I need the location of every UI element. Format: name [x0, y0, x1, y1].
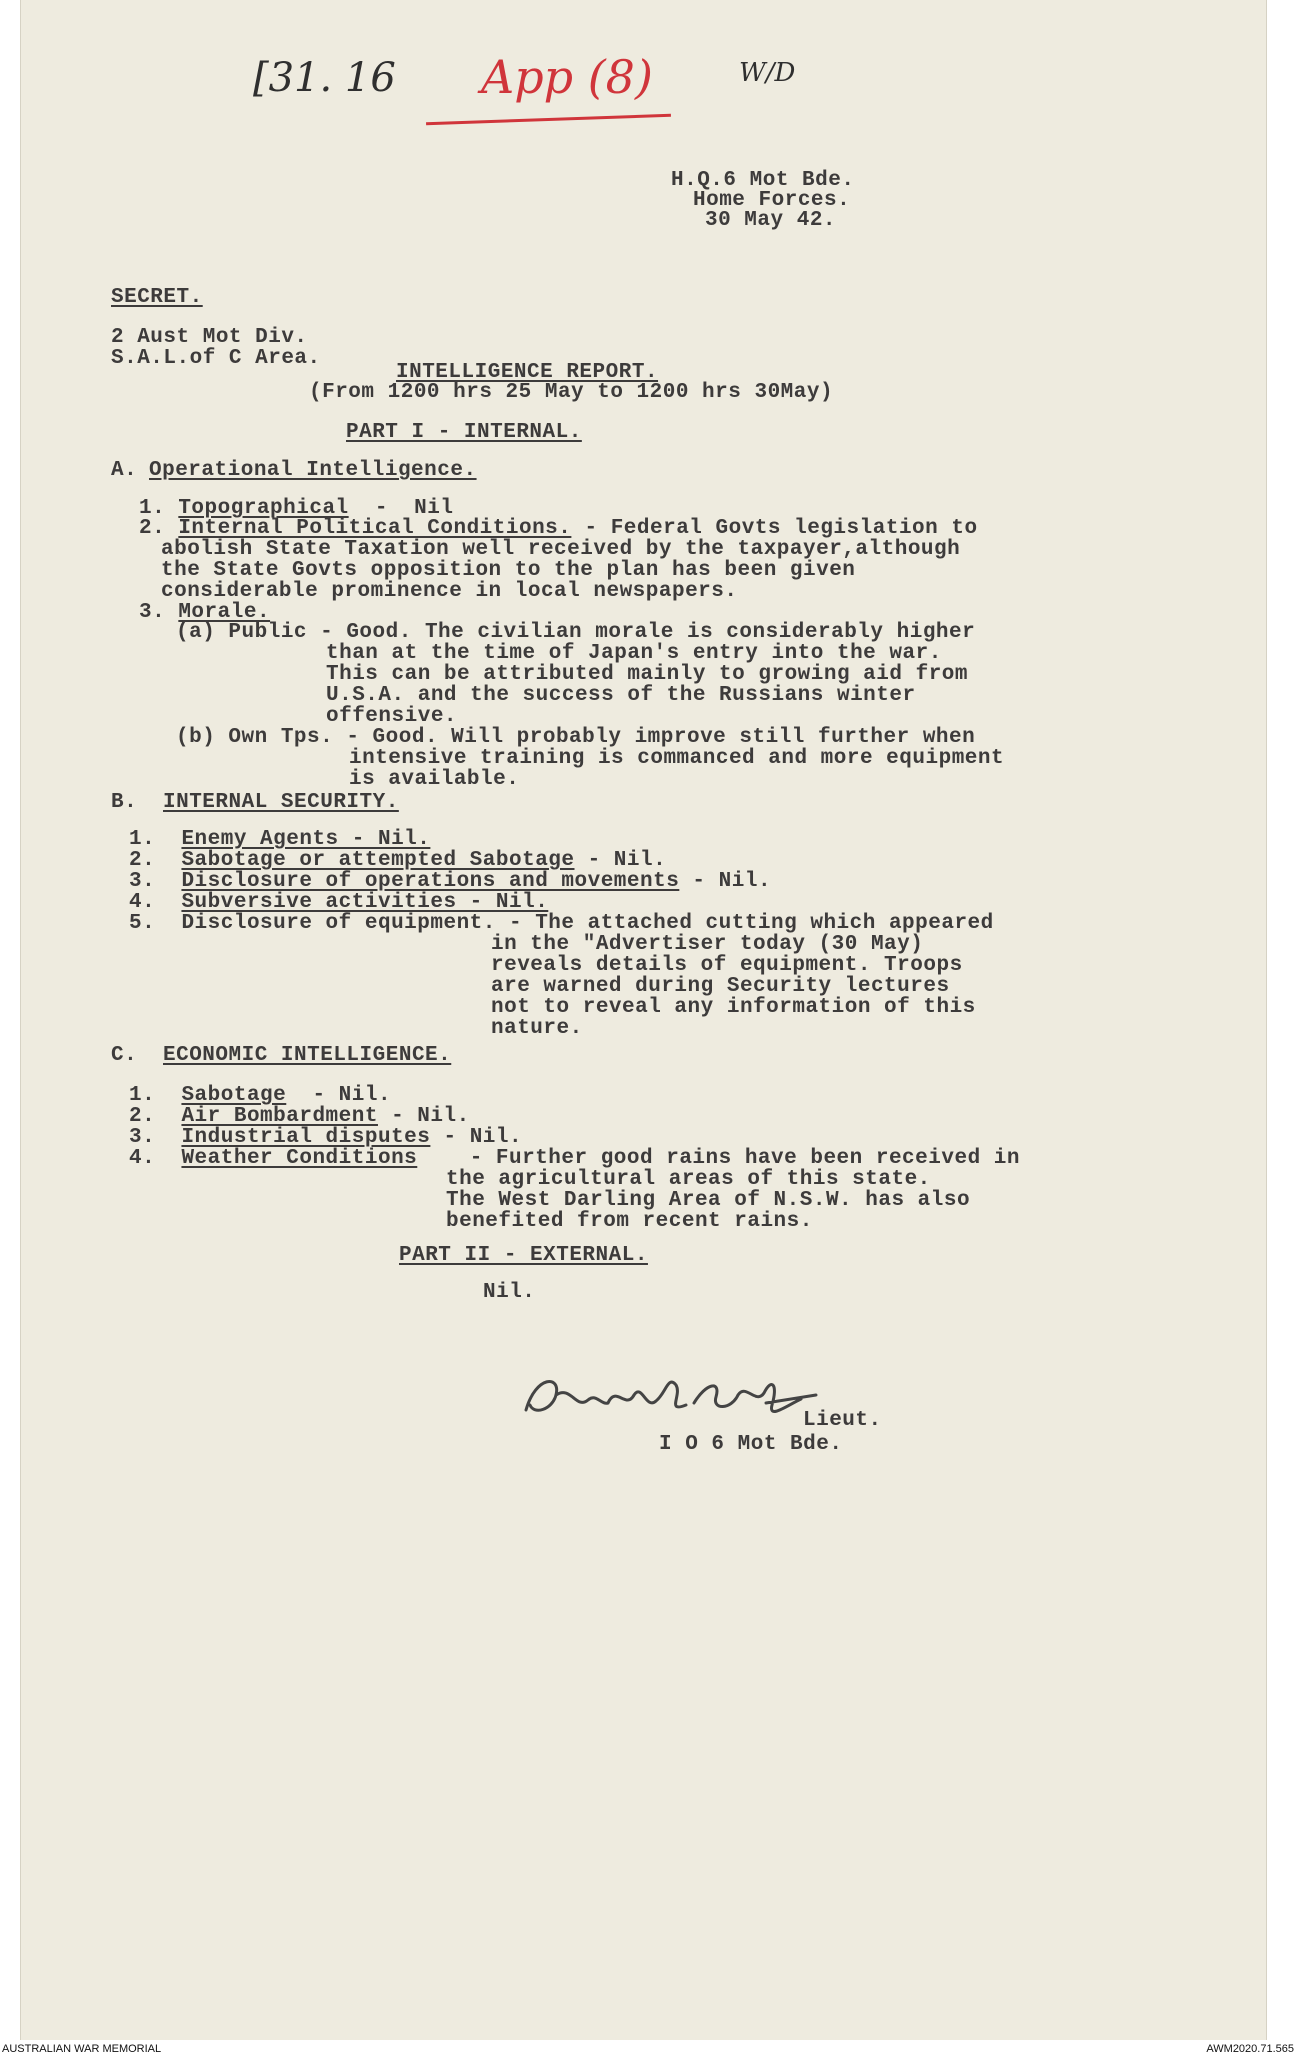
report-title: INTELLIGENCE REPORT.	[396, 361, 659, 384]
section-a-heading: Operational Intelligence.	[149, 459, 477, 482]
list-item: 2. Internal Political Conditions. - Federal Govts legislation to	[139, 517, 978, 540]
section-b-heading: INTERNAL SECURITY.	[163, 791, 399, 814]
paragraph-line: considerable prominence in local newspapers.	[161, 580, 738, 603]
paper-sheet	[20, 0, 1267, 2040]
appendix-stamp: App (8)	[481, 50, 653, 104]
paragraph-line: nature.	[491, 1017, 583, 1040]
paragraph-line: (b) Own Tps. - Good. Will probably improve still further when	[176, 726, 976, 749]
header-date: 30 May 42.	[705, 209, 837, 232]
handwritten-wd: W/D	[739, 58, 796, 88]
section-c-letter: C.	[111, 1044, 138, 1067]
section-c-heading: ECONOMIC INTELLIGENCE.	[163, 1044, 452, 1067]
handwritten-reference: [31. 16	[253, 55, 396, 101]
paragraph-line: abolish State Taxation well received by the taxpayer,although	[161, 538, 961, 561]
paragraph-line: offensive.	[326, 705, 458, 728]
section-b-letter: B.	[111, 791, 138, 814]
list-item: 5. Disclosure of equipment. - The attached cutting which appeared	[129, 912, 994, 935]
addressee-1: 2 Aust Mot Div.	[111, 326, 308, 349]
list-item: 4. Subversive activities - Nil.	[129, 891, 549, 914]
paragraph-line: The West Darling Area of N.S.W. has also	[446, 1189, 971, 1212]
list-item: 3. Morale.	[139, 601, 271, 624]
paragraph-line: the State Govts opposition to the plan has been given	[161, 559, 856, 582]
list-item: 1. Topographical - Nil	[139, 497, 454, 520]
paragraph-line: This can be attributed mainly to growing aid from	[326, 663, 969, 686]
paragraph-line: than at the time of Japan's entry into the war.	[326, 642, 942, 665]
list-item: 1. Enemy Agents - Nil.	[129, 828, 431, 851]
paragraph-line: U.S.A. and the success of the Russians winter	[326, 684, 916, 707]
part-1-heading: PART I - INTERNAL.	[346, 421, 582, 444]
paragraph-line: (a) Public - Good. The civilian morale is considerably higher	[176, 621, 976, 644]
signature	[516, 1365, 826, 1435]
addressee-2: S.A.L.of C Area.	[111, 347, 321, 370]
part-2-text: Nil.	[483, 1281, 536, 1304]
footer-left: AUSTRALIAN WAR MEMORIAL	[2, 2043, 162, 2055]
list-item: 4. Weather Conditions - Further good rains have been received in	[129, 1147, 1020, 1170]
classification: SECRET.	[111, 286, 203, 309]
header-forces: Home Forces.	[693, 189, 851, 212]
list-item: 2. Air Bombardment - Nil.	[129, 1105, 470, 1128]
list-item: 3. Disclosure of operations and movements - Nil.	[129, 870, 772, 893]
signature-rank: Lieut.	[803, 1409, 882, 1432]
section-a-letter: A.	[111, 459, 138, 482]
paragraph-line: not to reveal any information of this	[491, 996, 976, 1019]
list-item: 3. Industrial disputes - Nil.	[129, 1126, 523, 1149]
paragraph-line: is available.	[349, 768, 520, 791]
report-period: (From 1200 hrs 25 May to 1200 hrs 30May)	[309, 381, 834, 404]
paragraph-line: reveals details of equipment. Troops	[491, 954, 963, 977]
footer-right: AWM2020.71.565	[1206, 2043, 1294, 2055]
signature-unit: I O 6 Mot Bde.	[659, 1433, 843, 1456]
paragraph-line: the agricultural areas of this state.	[446, 1168, 931, 1191]
part-2-heading: PART II - EXTERNAL.	[399, 1244, 648, 1267]
paragraph-line: benefited from recent rains.	[446, 1210, 813, 1233]
paragraph-line: in the "Advertiser today (30 May)	[491, 933, 924, 956]
paragraph-line: are warned during Security lectures	[491, 975, 950, 998]
list-item: 1. Sabotage - Nil.	[129, 1084, 392, 1107]
list-item: 2. Sabotage or attempted Sabotage - Nil.	[129, 849, 667, 872]
header-hq: H.Q.6 Mot Bde.	[671, 169, 855, 192]
paragraph-line: intensive training is commanced and more equipment	[349, 747, 1005, 770]
stamp-underline	[426, 114, 671, 126]
